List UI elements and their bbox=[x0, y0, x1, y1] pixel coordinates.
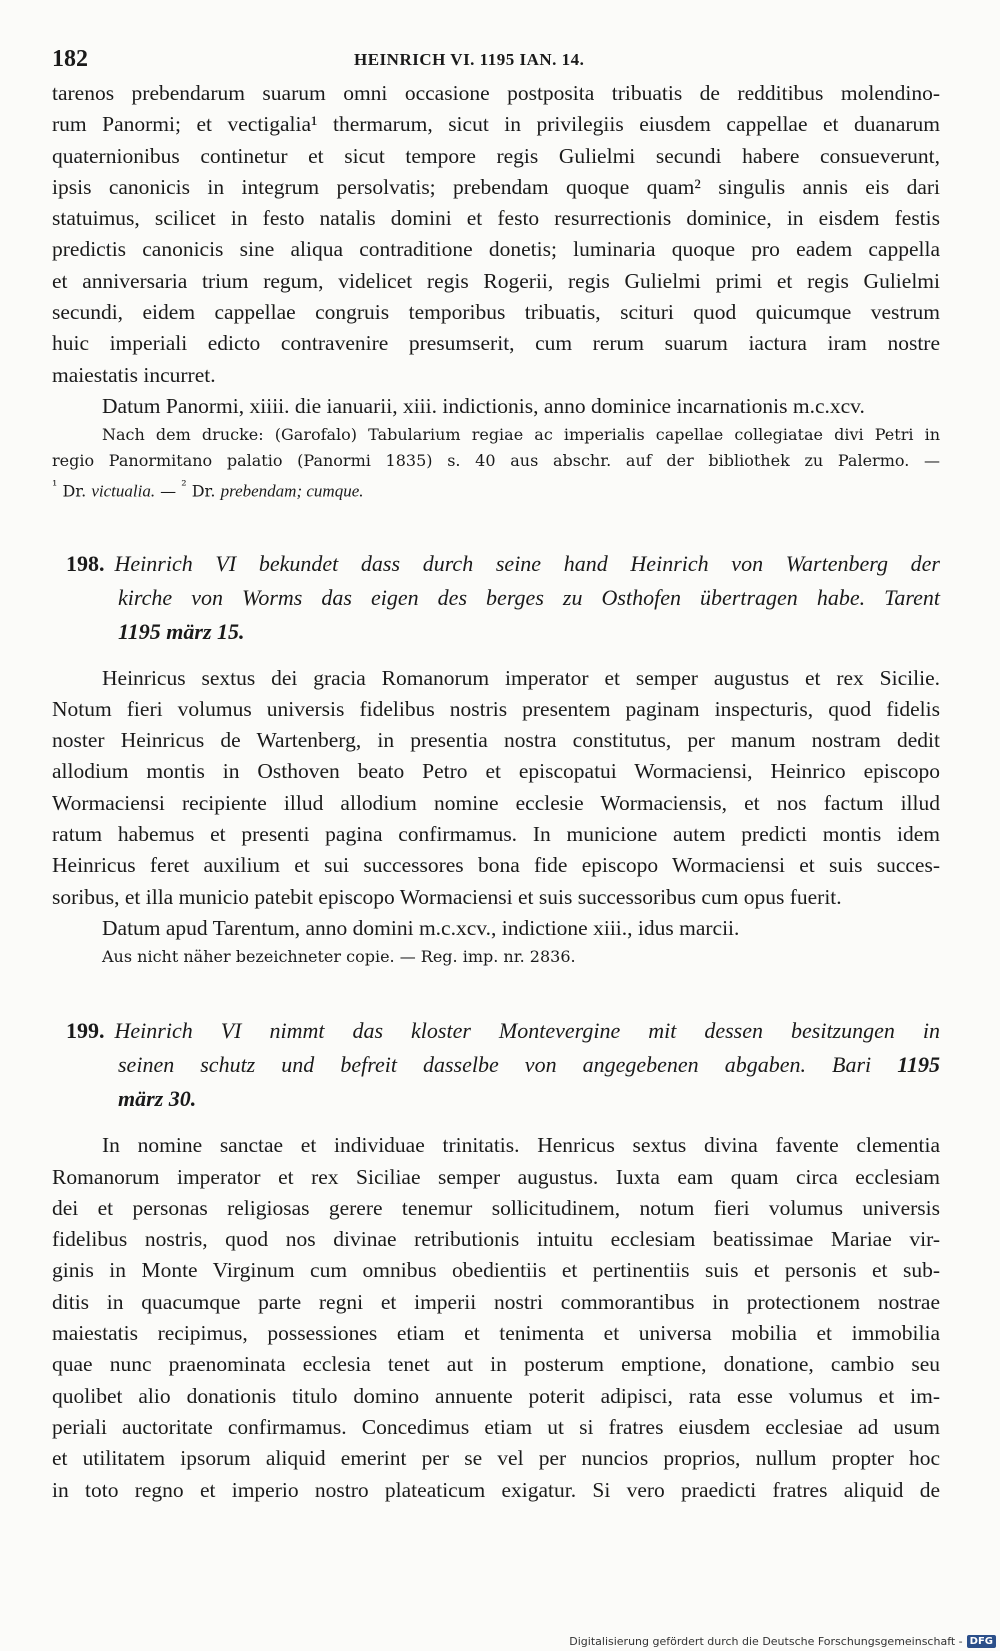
page bbox=[52, 42, 940, 1506]
running-head: HEINRICH VI. 1195 IAN. 14. bbox=[354, 50, 585, 69]
source-note bbox=[52, 944, 940, 970]
text-line: maiestatis recipimus, possessiones etiam et tenimenta et universa mobilia et immobilia bbox=[52, 1321, 940, 1346]
text-line: statuimus, scilicet in festo natalis domini et festo resurrectionis dominice, in eisdem festis bbox=[52, 206, 940, 231]
document-197-tail bbox=[52, 78, 940, 422]
text-line: ipsis canonicis in integrum persolvatis; prebendam quoque quam² singulis annis eis dari bbox=[52, 174, 940, 199]
text-line: quolibet alio donationis titulo domino annuente poterit adipisci, rata esse volumus et im- bbox=[52, 1383, 940, 1408]
source-note bbox=[52, 422, 940, 504]
footnote-prefix: Dr. bbox=[191, 481, 216, 501]
footnote-mark: ² bbox=[181, 479, 187, 495]
text-line: ratum habemus et presenti pagina confirmamus. In municione autem predicti montis idem bbox=[52, 822, 940, 847]
datum-line: Datum Panormi, xiiii. die ianuarii, xiii. indictionis, anno dominice incarnationis m.c.xcv. bbox=[102, 393, 865, 418]
text-line: predictis canonicis sine aliqua contraditione donetis; luminaria quoque pro eadem cappella bbox=[52, 237, 940, 262]
text-line: periali auctoritate confirmamus. Concedimus etiam ut si fratres eiusdem ecclesiae ad usum bbox=[52, 1414, 940, 1439]
text-line: ditis in quacumque parte regni et imperii nostri commorantibus in protectionem nostrae bbox=[52, 1289, 940, 1314]
note-line: Aus nicht näher bezeichneter copie. — Reg. imp. nr. 2836. bbox=[102, 947, 576, 967]
footnote-separator: — bbox=[160, 481, 177, 501]
page-number: 182 bbox=[52, 46, 88, 72]
text-line: Wormaciensi recipiente illud allodium nomine ecclesie Wormaciensis, et nos factum illud bbox=[52, 790, 940, 815]
regest-place: Bari bbox=[832, 1052, 872, 1078]
document-number: 199. bbox=[66, 1018, 105, 1044]
text-line: Romanorum imperator et rex Siciliae semper augustus. Iuxta eam quam circa ecclesiam bbox=[52, 1164, 940, 1189]
text-line: ginis in Monte Virginum cum omnibus obedientiis et pertinentiis suis et personis et sub- bbox=[52, 1258, 940, 1283]
regest-date: 1195 märz 15. bbox=[118, 618, 245, 644]
regest-line: 199. Heinrich VI nimmt das kloster Montevergine mit dessen besitzungen in bbox=[66, 1018, 940, 1044]
regest-line: seinen schutz und befreit dasselbe von angegebenen abgaben. Bari 1195 bbox=[118, 1052, 940, 1078]
text-line: huic imperiali edicto contravenire presumserit, cum rerum suarum iactura iram nostre bbox=[52, 331, 940, 356]
document-199-text bbox=[52, 1130, 940, 1506]
dfg-logo: DFG bbox=[967, 1635, 996, 1648]
regest-199 bbox=[52, 1014, 940, 1116]
funding-credit: Digitalisierung gefördert durch die Deutsche Forschungsgemeinschaft - bbox=[569, 1635, 963, 1648]
datum-line: Datum apud Tarentum, anno domini m.c.xcv., indictione xiii., idus marcii. bbox=[102, 915, 740, 940]
digitization-footer bbox=[569, 1635, 996, 1648]
document-number: 198. bbox=[66, 550, 105, 576]
text-line: in toto regno et imperio nostro plateaticum exigatur. Si vero praedicti fratres aliquid de bbox=[52, 1477, 940, 1502]
regest-198 bbox=[52, 547, 940, 649]
text-line: soribus, et illa municio patebit episcopo Wormaciensi et suis successoribus cum opus fuerit. bbox=[52, 884, 842, 909]
regest-line: kirche von Worms das eigen des berges zu Osthofen übertragen habe. Tarent bbox=[118, 584, 940, 610]
text-line: et utilitatem ipsorum aliquid emerint per se vel per nuncios proprios, nullum propter hoc bbox=[52, 1446, 940, 1471]
document-198-text bbox=[52, 663, 940, 945]
regest-year: 1195 bbox=[897, 1052, 940, 1078]
text-line: noster Heinricus de Wartenberg, in presentia nostra constitutus, per manum nostram dedit bbox=[52, 728, 940, 753]
text-line: secundi, eidem cappellae congruis temporibus tribuatis, scituri quod quicumque vestrum bbox=[52, 300, 940, 325]
text-line: et anniversaria trium regum, videlicet regis Rogerii, regis Gulielmi primi et regis Gulielmi bbox=[52, 268, 940, 293]
text-line: allodium montis in Osthoven beato Petro et episcopatui Wormaciensi, Heinrico episcopo bbox=[52, 759, 940, 784]
text-line: tarenos prebendarum suarum omni occasione postposita tribuatis de redditibus molendino- bbox=[52, 81, 940, 105]
text-line: In nomine sanctae et individuae trinitatis. Henricus sextus divina favente clementia bbox=[102, 1133, 940, 1158]
footnote-mark: ¹ bbox=[52, 479, 58, 495]
text-line: Heinricus sextus dei gracia Romanorum imperator et semper augustus et rex Sicilie. bbox=[102, 665, 940, 690]
footnote-text: victualia. bbox=[91, 481, 156, 501]
note-line: Nach dem drucke: (Garofalo) Tabularium regiae ac imperialis capellae collegiatae divi Petri in bbox=[102, 425, 940, 445]
page-header bbox=[52, 42, 940, 78]
text-line: rum Panormi; et vectigalia¹ thermarum, sicut in privilegiis eiusdem cappellae et duanarum bbox=[52, 112, 940, 137]
note-line: regio Panormitano palatio (Panormi 1835) s. 40 aus abschr. auf der bibliothek zu Palermo. — bbox=[52, 451, 940, 471]
footnote-prefix: Dr. bbox=[62, 481, 87, 501]
text-line: Heinricus feret auxilium et sui successores bona fide episcopo Wormaciensi et suis succes- bbox=[52, 853, 940, 878]
text-line: dei et personas religiosas gerere tenemur sollicitudinem, notum fieri volumus universis bbox=[52, 1195, 940, 1220]
text-line: quaternionibus continetur et sicut tempore regis Gulielmi secundi habere consueverunt, bbox=[52, 143, 940, 168]
footnotes bbox=[52, 474, 940, 504]
regest-date: märz 30. bbox=[118, 1086, 197, 1112]
footnote-text: prebendam; cumque. bbox=[220, 481, 364, 501]
regest-line: 198. Heinrich VI bekundet dass durch seine hand Heinrich von Wartenberg der bbox=[66, 550, 940, 576]
text-line: Notum fieri volumus universis fidelibus nostris presentem paginam inspecturis, quod fidelis bbox=[52, 696, 940, 721]
text-line: fidelibus nostris, quod nos divinae retributionis intuitu ecclesiam beatissimae Mariae vir- bbox=[52, 1227, 940, 1252]
text-line: maiestatis incurret. bbox=[52, 362, 216, 387]
text-line: quae nunc praenominata ecclesia tenet aut in posterum emptione, donatione, cambio seu bbox=[52, 1352, 940, 1377]
